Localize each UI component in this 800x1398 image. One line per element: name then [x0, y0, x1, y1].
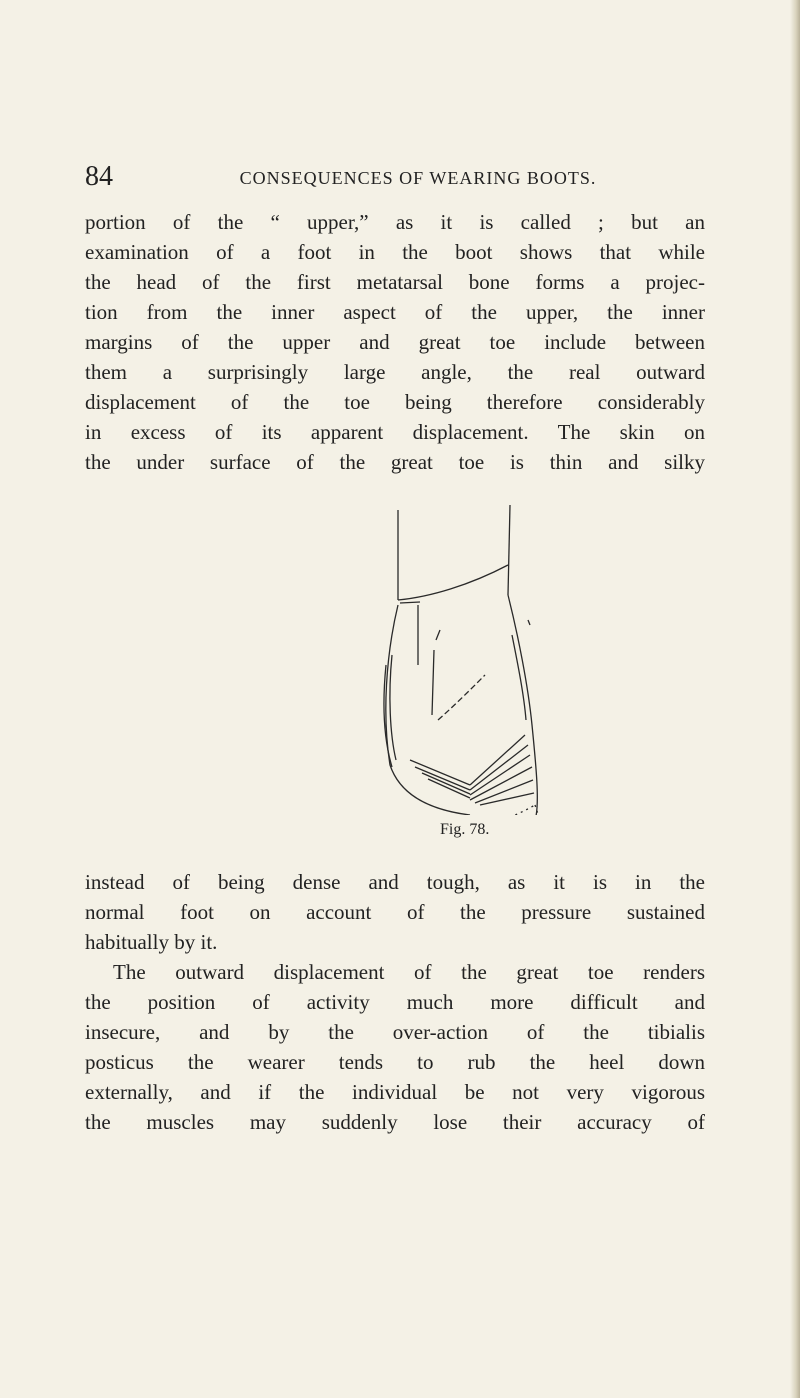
text-line: margins of the upper and great toe include between: [85, 330, 705, 354]
text-line: in excess of its apparent displacement. The skin on: [85, 420, 705, 444]
paragraph-3: [85, 957, 705, 1137]
text-line: the head of the first metatarsal bone forms a projec-: [85, 270, 705, 294]
text-line: the position of activity much more difficult and: [85, 990, 705, 1014]
text-line: habitually by it.: [85, 930, 218, 954]
text-line: insecure, and by the over-action of the tibialis: [85, 1020, 705, 1044]
text-line: portion of the “ upper,” as it is called ; but an: [85, 210, 705, 234]
text-line: posticus the wearer tends to rub the heel down: [85, 1050, 705, 1074]
text-line: the muscles may suddenly lose their accuracy of: [85, 1110, 705, 1134]
page-edge: [790, 0, 800, 1398]
page-header: [85, 159, 705, 195]
text-line: examination of a foot in the boot shows that while: [85, 240, 705, 264]
page-number: 84: [85, 161, 113, 192]
paragraph-1: [85, 207, 705, 477]
figure-caption: Fig. 78.: [440, 821, 490, 838]
text-line: the under surface of the great toe is thin and silky: [85, 450, 705, 474]
text-line: The outward displacement of the great toe renders: [113, 960, 705, 984]
paragraph-2: [85, 867, 705, 957]
text-line: them a surprisingly large angle, the real outward: [85, 360, 705, 384]
running-title: CONSEQUENCES OF WEARING BOOTS.: [239, 168, 597, 188]
text-line: displacement of the toe being therefore considerably: [85, 390, 705, 414]
text-line: normal foot on account of the pressure sustained: [85, 900, 705, 924]
text-line: instead of being dense and tough, as it is in the: [85, 870, 705, 894]
text-line: externally, and if the individual be not very vigorous: [85, 1080, 705, 1104]
text-line: tion from the inner aspect of the upper, the inner: [85, 300, 705, 324]
figure-78-boot-diagram: [330, 505, 550, 815]
